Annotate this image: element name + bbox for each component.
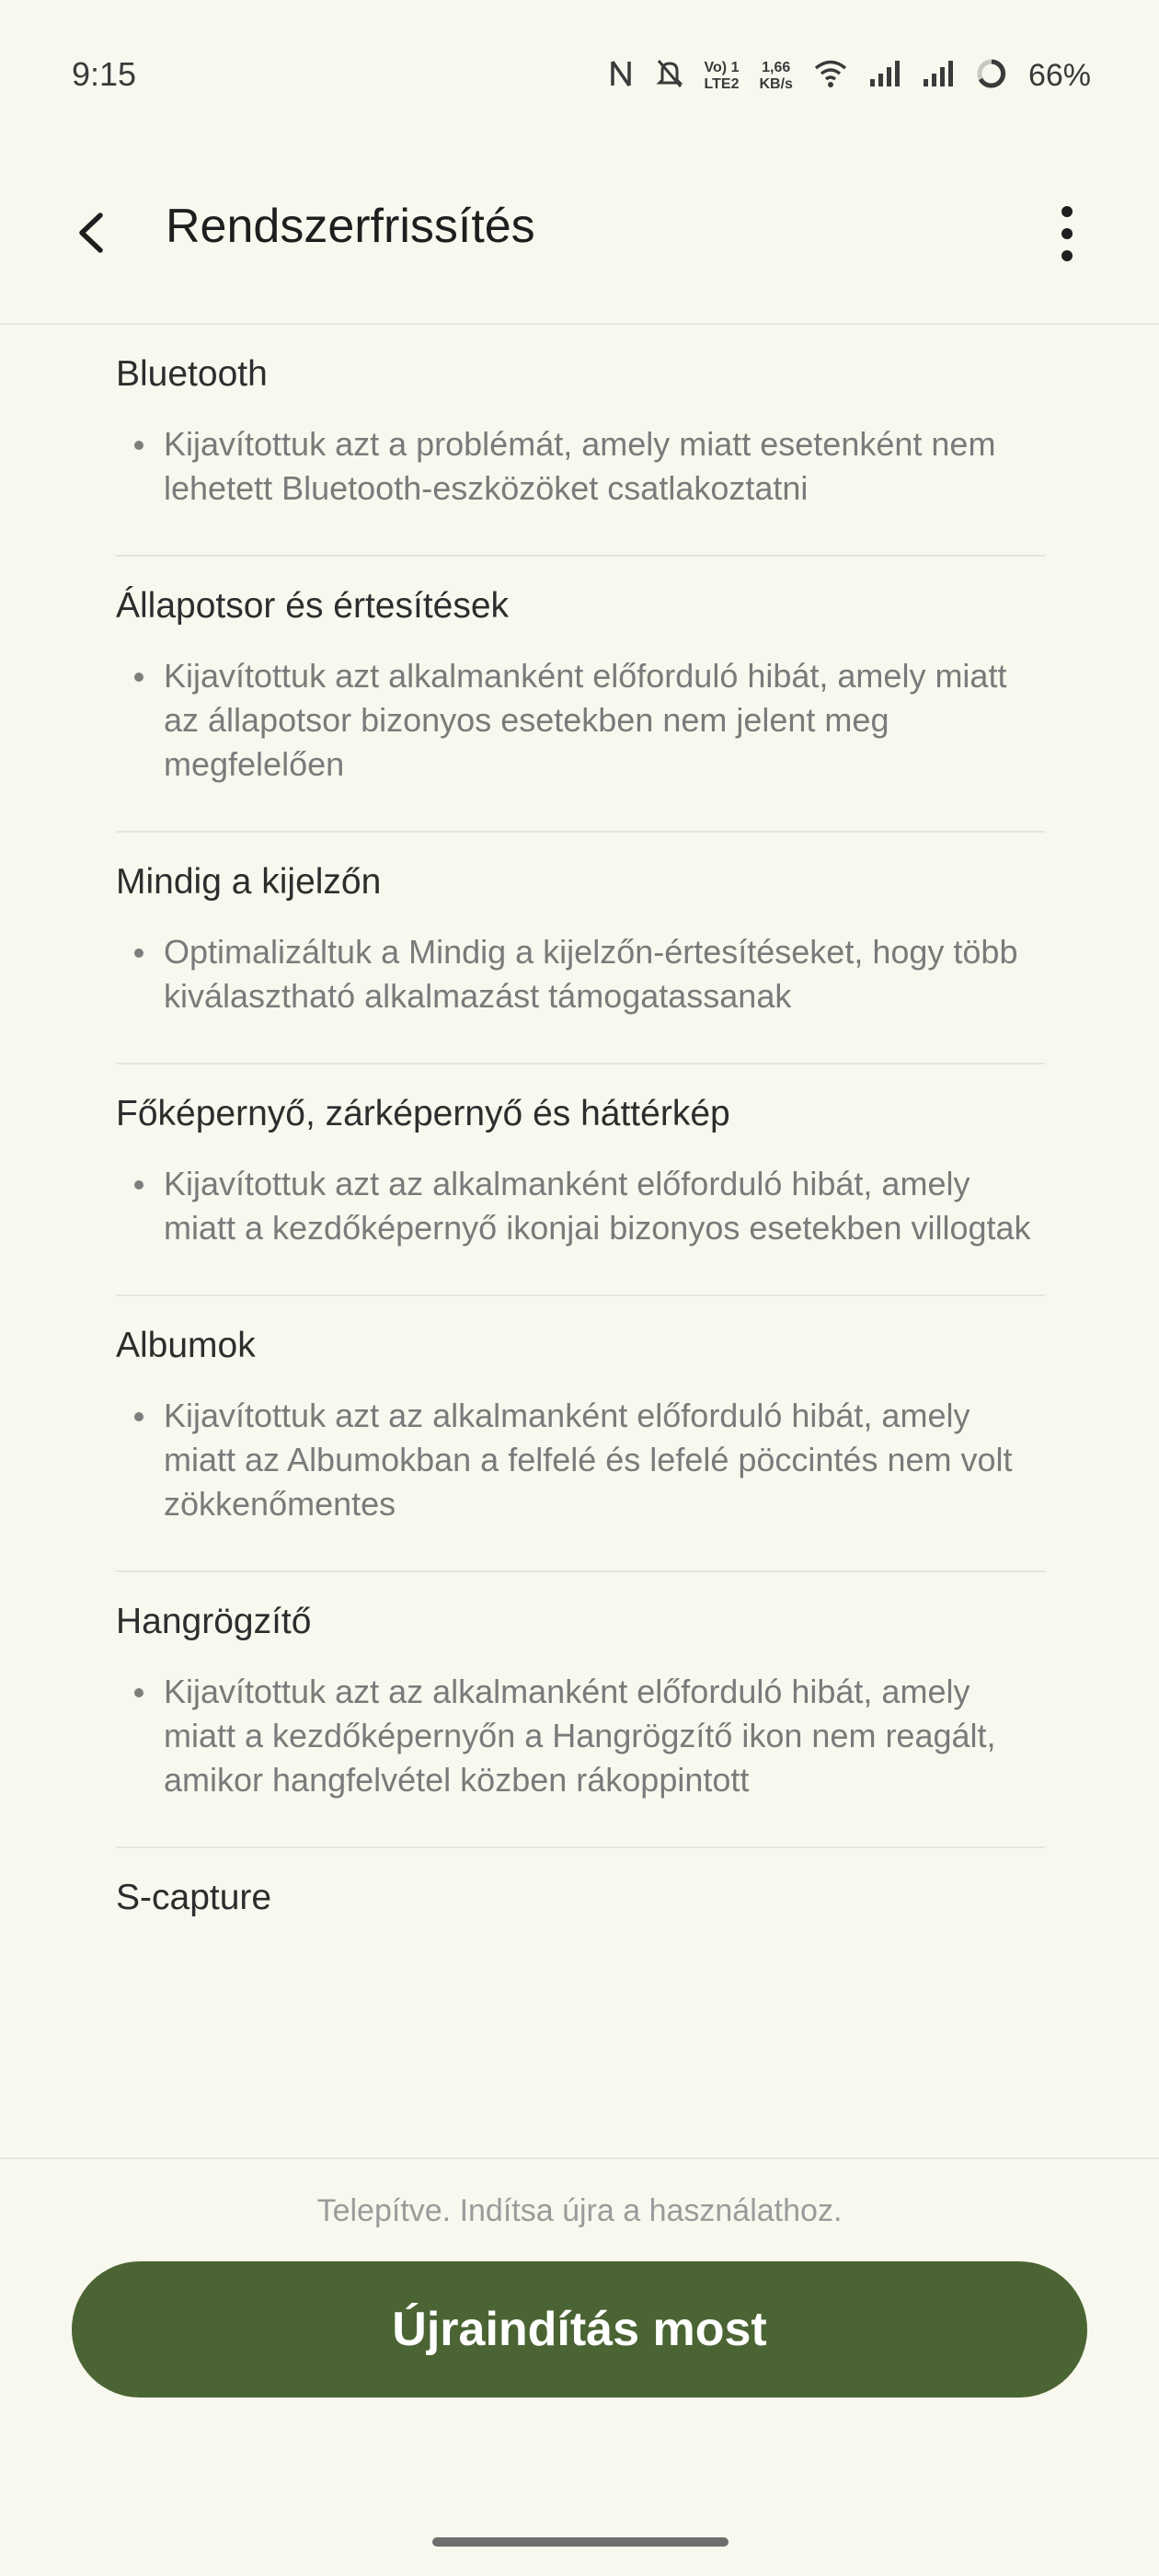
bullet-dot [134, 1688, 143, 1697]
section-title: Bluetooth [116, 354, 268, 394]
bullet-text: Kijavítottuk azt alkalmanként előforduló hibát, amely miatt az állapotsor bizonyos esetekben nem jelent meg megfelelően [164, 657, 1007, 783]
battery-percent: 66% [1027, 58, 1091, 93]
bullet-text: Kijavítottuk azt az alkalmanként előforduló hibát, amely miatt a kezdőképernyőn a Hangrögzítő ikon nem reagált, amikor hangfelvétel közben rákoppintott [164, 1673, 996, 1799]
section-title: S-capture [116, 1878, 272, 1917]
section-title: Albumok [116, 1326, 256, 1365]
signal-icon [922, 59, 955, 93]
section-title: Hangrögzítő [116, 1602, 312, 1641]
signal-icon [868, 59, 901, 93]
changelog-section [116, 1064, 1045, 1296]
bullet-dot [134, 1412, 143, 1421]
more-options-button[interactable] [1039, 199, 1095, 272]
footer-divider [0, 2157, 1159, 2159]
bullet-text: Optimalizáltuk a Mindig a kijelzőn-értesítéseket, hogy több kiválasztható alkalmazást támogatassanak [164, 933, 1018, 1015]
changelog-section [116, 325, 1045, 557]
changelog-section [116, 1572, 1045, 1848]
install-message: Telepítve. Indítsa újra a használathoz. [316, 2193, 843, 2228]
network-speed: 1,66 KB/s [759, 59, 793, 92]
wifi-icon [813, 59, 848, 93]
changelog-list[interactable] [0, 325, 1159, 2156]
bullet-dot [134, 441, 143, 450]
loading-ring-icon [975, 57, 1008, 95]
bullet-item [116, 1394, 1045, 1570]
home-indicator[interactable] [432, 2537, 729, 2547]
nfc-icon [607, 58, 635, 94]
section-title: Főképernyő, zárképernyő és háttérkép [116, 1094, 730, 1133]
lte-indicator: Vo) 1 LTE2 [704, 59, 740, 92]
status-bar [0, 0, 1159, 156]
bullet-text: Kijavítottuk azt az alkalmanként előforduló hibát, amely miatt az Albumokban a felfelé és lefelé pöccintés nem volt zökkenőmentes [164, 1397, 1013, 1523]
changelog-section [116, 1296, 1045, 1572]
bullet-item [116, 1670, 1045, 1846]
section-title: Mindig a kijelzőn [116, 862, 382, 902]
bullet-item [116, 930, 1045, 1063]
section-title: Állapotsor és értesítések [116, 586, 510, 626]
bullet-text: Kijavítottuk azt a problémát, amely miatt esetenként nem lehetett Bluetooth-eszközöket csatlakoztatni [164, 425, 996, 507]
page-title: Rendszerfrissítés [166, 200, 535, 253]
bullet-dot [134, 673, 143, 682]
status-time: 9:15 [72, 55, 137, 93]
restart-now-button[interactable]: Újraindítás most [72, 2261, 1087, 2398]
bullet-dot [134, 949, 143, 958]
back-arrow-icon [73, 210, 109, 260]
status-icons [607, 57, 1091, 95]
changelog-section [116, 557, 1045, 833]
bell-off-icon [655, 58, 684, 94]
app-bar [0, 156, 1159, 322]
bullet-item [116, 422, 1045, 555]
more-vert-icon [1058, 204, 1076, 268]
changelog-section [116, 833, 1045, 1064]
bullet-dot [134, 1180, 143, 1190]
bullet-text: Kijavítottuk azt az alkalmanként előforduló hibát, amely miatt a kezdőképernyő ikonjai bizonyos esetekben villogtak [164, 1165, 1031, 1247]
changelog-section [116, 1848, 1045, 1920]
back-button[interactable] [59, 202, 123, 267]
bullet-item [116, 654, 1045, 831]
bullet-item [116, 1162, 1045, 1294]
